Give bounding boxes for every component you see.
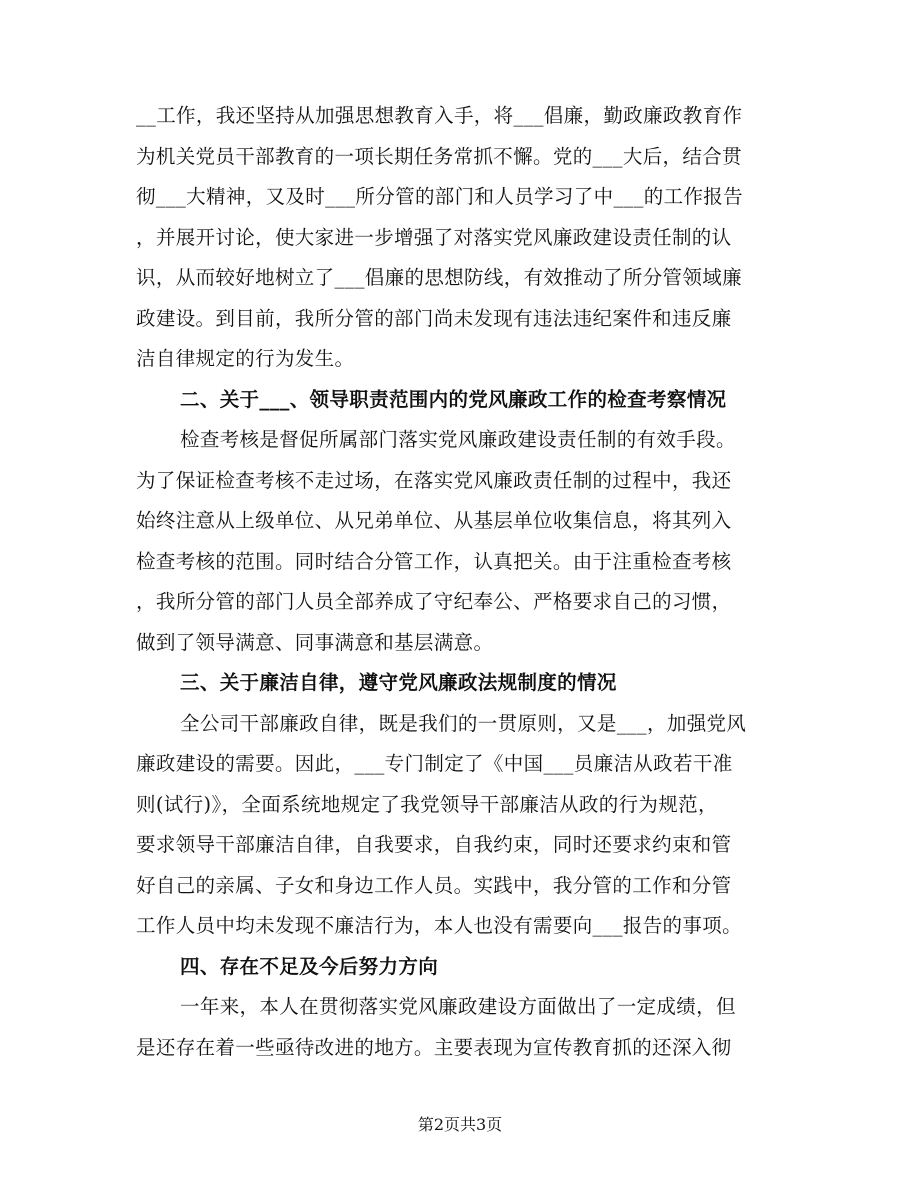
- paragraph-first-line: 检查考核是督促所属部门落实党风廉政建设责任制的有效手段。: [180, 428, 736, 451]
- body-line: __工作，我还坚持从加强思想教育入手，将___倡廉，勤政廉政教育作: [136, 104, 743, 127]
- section-heading-3: 三、关于廉洁自律，遵守党风廉政法规制度的情况: [180, 671, 617, 694]
- body-line: 廉政建设的需要。因此，___专门制定了《中国___员廉洁从政若干准: [136, 752, 733, 775]
- body-line: 做到了领导满意、同事满意和基层满意。: [136, 630, 494, 654]
- paragraph-first-line: 一年来，本人在贯彻落实党风廉政建设方面做出了一定成绩，但: [180, 995, 736, 1018]
- document-body: [136, 96, 781, 1068]
- body-line: 好自己的亲属、子女和身边工作人员。实践中，我分管的工作和分管: [136, 873, 732, 897]
- body-line: 工作人员中均未发现不廉洁行为，本人也没有需要向___报告的事项。: [136, 914, 742, 937]
- body-line: 始终注意从上级单位、从兄弟单位、从基层单位收集信息，将其列入: [136, 509, 732, 532]
- body-line: 是还存在着一些亟待改进的地方。主要表现为宣传教育抓的还深入彻: [136, 1035, 732, 1059]
- body-line: 检查考核的范围。同时结合分管工作，认真把关。由于注重检查考核: [136, 549, 732, 573]
- body-line: 识，从而较好地树立了___倡廉的思想防线，有效推动了所分管领域廉: [136, 266, 742, 289]
- body-line: ，并展开讨论，使大家进一步增强了对落实党风廉政建设责任制的认: [136, 225, 732, 249]
- body-line: 彻___大精神，又及时___所分管的部门和人员学习了中___的工作报告: [136, 185, 744, 208]
- body-line: 为机关党员干部教育的一项长期任务常抓不懈。党的___大后，结合贯: [136, 144, 742, 168]
- section-heading-4: 四、存在不足及今后努力方向: [180, 954, 439, 978]
- body-line: 为了保证检查考核不走过场，在落实党风廉政责任制的过程中，我还: [136, 468, 732, 492]
- body-line: 则(试行)》，全面系统地规定了我党领导干部廉洁从政的行为规范，: [136, 792, 718, 816]
- section-heading-2: 二、关于___、领导职责范围内的党风廉政工作的检查考察情况: [180, 387, 727, 411]
- body-line: 政建设。到目前，我所分管的部门尚未发现有违法违纪案件和违反廉: [136, 306, 732, 330]
- body-line: 洁自律规定的行为发生。: [136, 347, 355, 370]
- page-number: 第2页共3页: [417, 1115, 503, 1134]
- paragraph-first-line: 全公司干部廉政自律，既是我们的一贯原则，又是___，加强党风: [180, 711, 747, 735]
- body-line: ，我所分管的部门人员全部养成了守纪奉公、严格要求自己的习惯，: [136, 590, 732, 613]
- body-line: 要求领导干部廉洁自律，自我要求，自我约束，同时还要求约束和管: [136, 833, 732, 856]
